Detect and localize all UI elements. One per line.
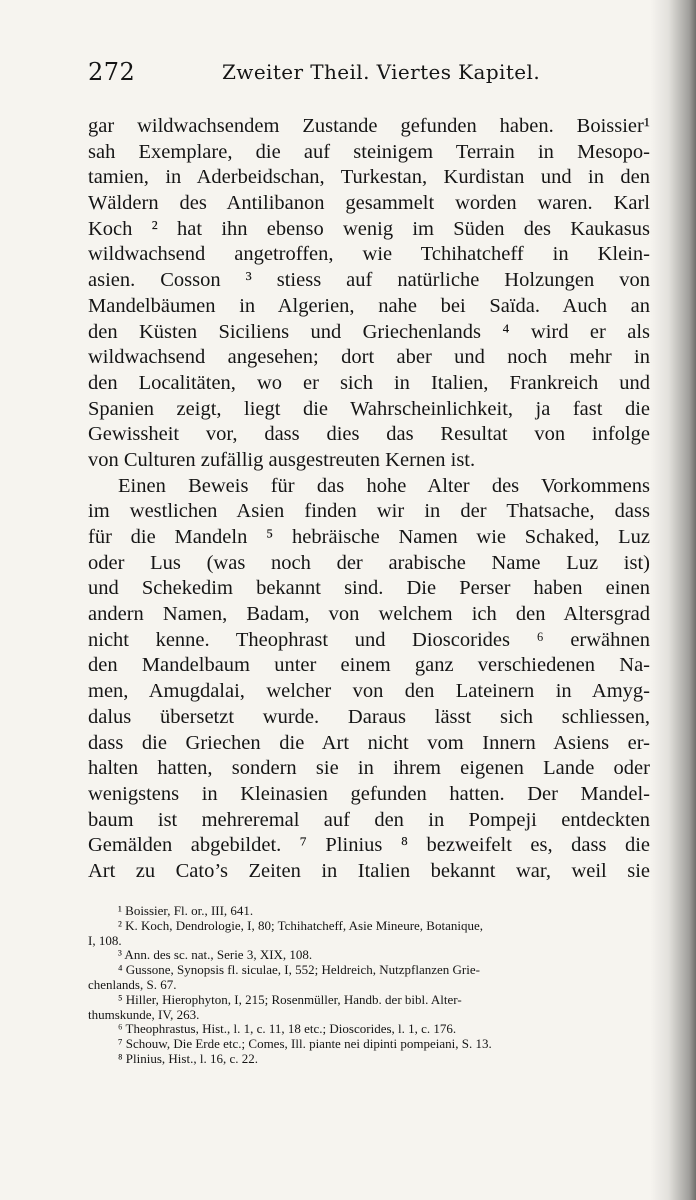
body-line: tamien, in Aderbeidschan, Turkestan, Kurdistan und in den <box>88 166 650 189</box>
body-line: sah Exemplare, die auf steinigem Terrain in Mesopo- <box>88 140 650 163</box>
body-line: und Schekedim bekannt sind. Die Perser haben einen <box>88 577 650 600</box>
footnote-line: chenlands, S. 67. <box>88 976 177 992</box>
body-line: gar wildwachsendem Zustande gefunden haben. Boissier¹ <box>88 115 650 137</box>
footnote-line: I, 108. <box>88 932 122 948</box>
footnote-line: ² K. Koch, Dendrologie, I, 80; Tchihatcheff, Asie Mineure, Botanique, <box>118 917 483 933</box>
body-line: für die Mandeln ⁵ hebräische Namen wie Schaked, Luz <box>88 526 650 548</box>
body-line: men, Amugdalai, welcher von den Lateinern in Amyg- <box>88 680 650 703</box>
body-line: Gemälden abgebildet. ⁷ Plinius ⁸ bezweifelt es, dass die <box>88 834 650 857</box>
body-line: nicht kenne. Theophrast und Dioscorides ⁶ erwähnen <box>88 628 650 651</box>
body-line: Mandelbäumen in Algerien, nahe bei Saïda. Auch an <box>88 294 650 317</box>
body-text <box>88 114 650 885</box>
body-line: halten hatten, sondern sie in ihrem eigenen Lande oder <box>88 757 650 780</box>
body-line: asien. Cosson ³ stiess auf natürliche Holzungen von <box>88 269 650 292</box>
body-line: Spanien zeigt, liegt die Wahrscheinlichkeit, ja fast die <box>88 397 650 420</box>
body-line: im westlichen Asien finden wir in der Thatsache, dass <box>88 500 650 523</box>
body-line: wildwachsend angesehen; dort aber und noch mehr in <box>88 346 650 369</box>
body-line: andern Namen, Badam, von welchem ich den Altersgrad <box>88 603 650 626</box>
body-line: Koch ² hat ihn ebenso wenig im Süden des Kaukasus <box>88 217 650 240</box>
footnote-line: ⁶ Theophrastus, Hist., l. 1, c. 11, 18 etc.; Dioscorides, l. 1, c. 176. <box>118 1021 457 1037</box>
body-line: baum ist mehreremal auf den in Pompeji entdeckten <box>88 808 650 831</box>
page-gutter-shadow <box>650 0 696 1200</box>
body-line: dalus übersetzt wurde. Daraus lässt sich schliessen, <box>88 705 650 728</box>
page-header <box>88 58 648 88</box>
body-line: den Küsten Siciliens und Griechenlands ⁴ wird er als <box>88 320 650 343</box>
running-head: Zweiter Theil. Viertes Kapitel. <box>222 60 541 84</box>
footnotes <box>88 904 654 1067</box>
footnote-line: thumskunde, IV, 263. <box>88 1006 200 1022</box>
footnote-line: ⁴ Gussone, Synopsis fl. siculae, I, 552; Heldreich, Nutzpflanzen Grie- <box>118 962 480 978</box>
footnote-line: ¹ Boissier, Fl. or., III, 641. <box>118 903 254 918</box>
body-line: den Mandelbaum unter einem ganz verschiedenen Na- <box>88 654 650 677</box>
body-line: Art zu Cato’s Zeiten in Italien bekannt war, weil sie <box>88 859 650 882</box>
body-line: Gewissheit vor, dass dies das Resultat von infolge <box>88 423 650 446</box>
footnote-line: ⁷ Schouw, Die Erde etc.; Comes, Ill. piante nei dipinti pompeiani, S. 13. <box>118 1036 492 1052</box>
body-line: oder Lus (was noch der arabische Name Luz ist) <box>88 551 650 574</box>
page-number: 272 <box>88 58 136 86</box>
body-line: wenigstens in Kleinasien gefunden hatten. Der Mandel- <box>88 782 650 805</box>
body-line: den Localitäten, wo er sich in Italien, Frankreich und <box>88 371 650 394</box>
body-line: Einen Beweis für das hohe Alter des Vorkommens <box>118 474 650 497</box>
body-line: dass die Griechen die Art nicht vom Innern Asiens er- <box>88 731 650 754</box>
body-line: Wäldern des Antilibanon gesammelt worden waren. Karl <box>88 192 650 215</box>
footnote-line: ³ Ann. des sc. nat., Serie 3, XIX, 108. <box>118 947 313 963</box>
body-line: wildwachsend angetroffen, wie Tchihatcheff in Klein- <box>88 243 650 266</box>
body-line: von Culturen zufällig ausgestreuten Kernen ist. <box>88 448 476 471</box>
footnote-line: ⁸ Plinius, Hist., l. 16, c. 22. <box>118 1050 258 1066</box>
footnote-line: ⁵ Hiller, Hierophyton, I, 215; Rosenmüller, Handb. der bibl. Alter- <box>118 991 462 1007</box>
